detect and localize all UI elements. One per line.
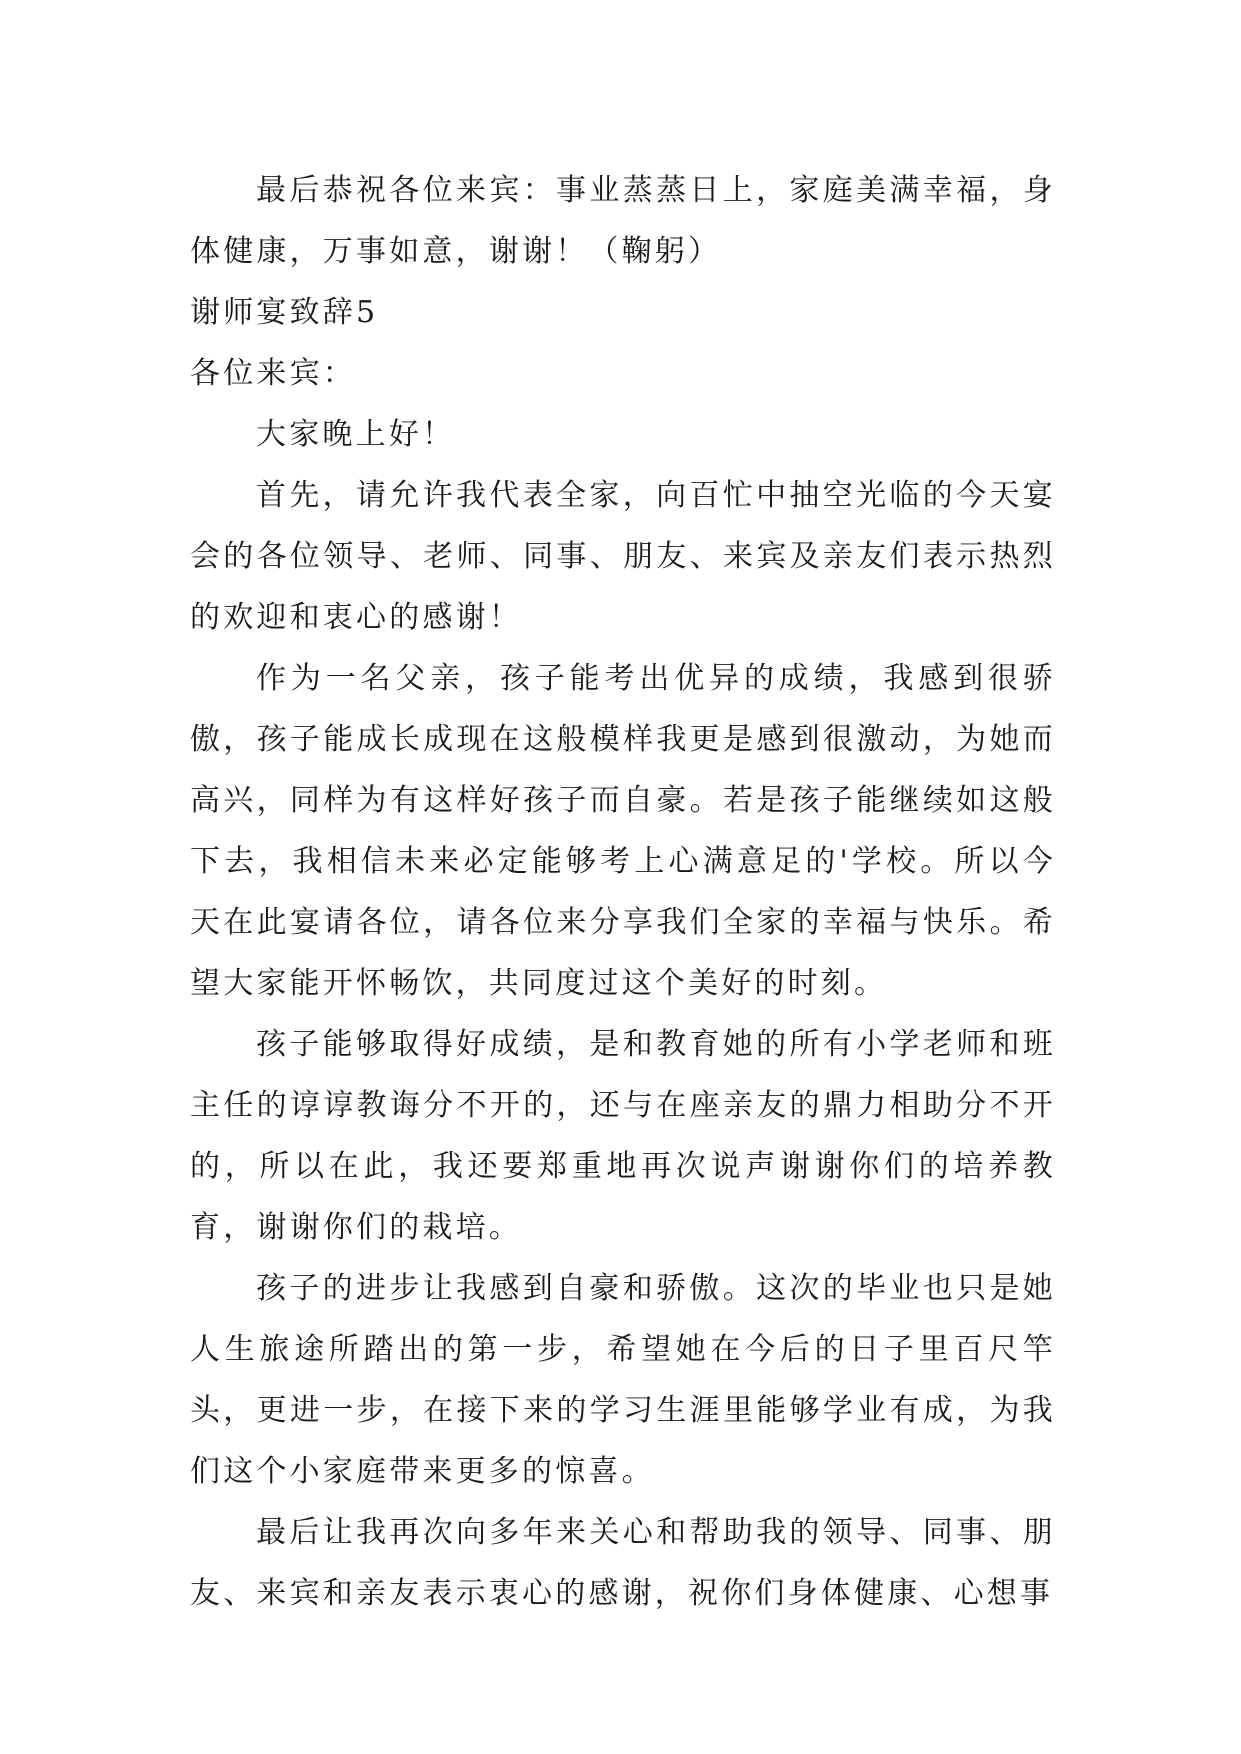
pride-paragraph: 作为一名父亲，孩子能考出优异的成绩，我感到很骄傲，孩子能成长成现在这般模样我更是感到很激动，为她而高兴，同样为有这样好孩子而自豪。若是孩子能继续如这般下去，我相信未来必定能够考上心满意足的'学校。所以今天在此宴请各位，请各位来分享我们全家的幸福与快乐。希望大家能开怀畅饮，共同度过这个美好的时刻。 [190,661,1056,1001]
progress-paragraph: 孩子的进步让我感到自豪和骄傲。这次的毕业也只是她人生旅途所踏出的第一步，希望她在今后的日子里百尺竿头，更进一步，在接下来的学习生涯里能够学业有成，为我们这个小家庭带来更多的惊喜。 [190,1271,1056,1489]
final-thanks-paragraph: 最后让我再次向多年来关心和帮助我的领导、同事、朋友、来宾和亲友表示衷心的感谢，祝你们身体健康、心想事 [190,1515,1056,1611]
document-body [190,160,1056,1624]
section-heading: 谢师宴致辞5 [190,295,379,330]
welcome-paragraph: 首先，请允许我代表全家，向百忙中抽空光临的今天宴会的各位领导、老师、同事、朋友、来宾及亲友们表示热烈的欢迎和衷心的感谢！ [190,478,1056,635]
greeting-paragraph: 大家晚上好！ [256,417,456,452]
salutation: 各位来宾： [190,356,356,391]
thanks-teachers-paragraph: 孩子能够取得好成绩，是和教育她的所有小学老师和班主任的谆谆教诲分不开的，还与在座亲友的鼎力相助分不开的，所以在此，我还要郑重地再次说声谢谢你们的培养教育，谢谢你们的栽培。 [190,1027,1056,1245]
closing-wishes-paragraph: 最后恭祝各位来宾：事业蒸蒸日上，家庭美满幸福，身体健康，万事如意，谢谢！（鞠躬） [190,173,1056,269]
